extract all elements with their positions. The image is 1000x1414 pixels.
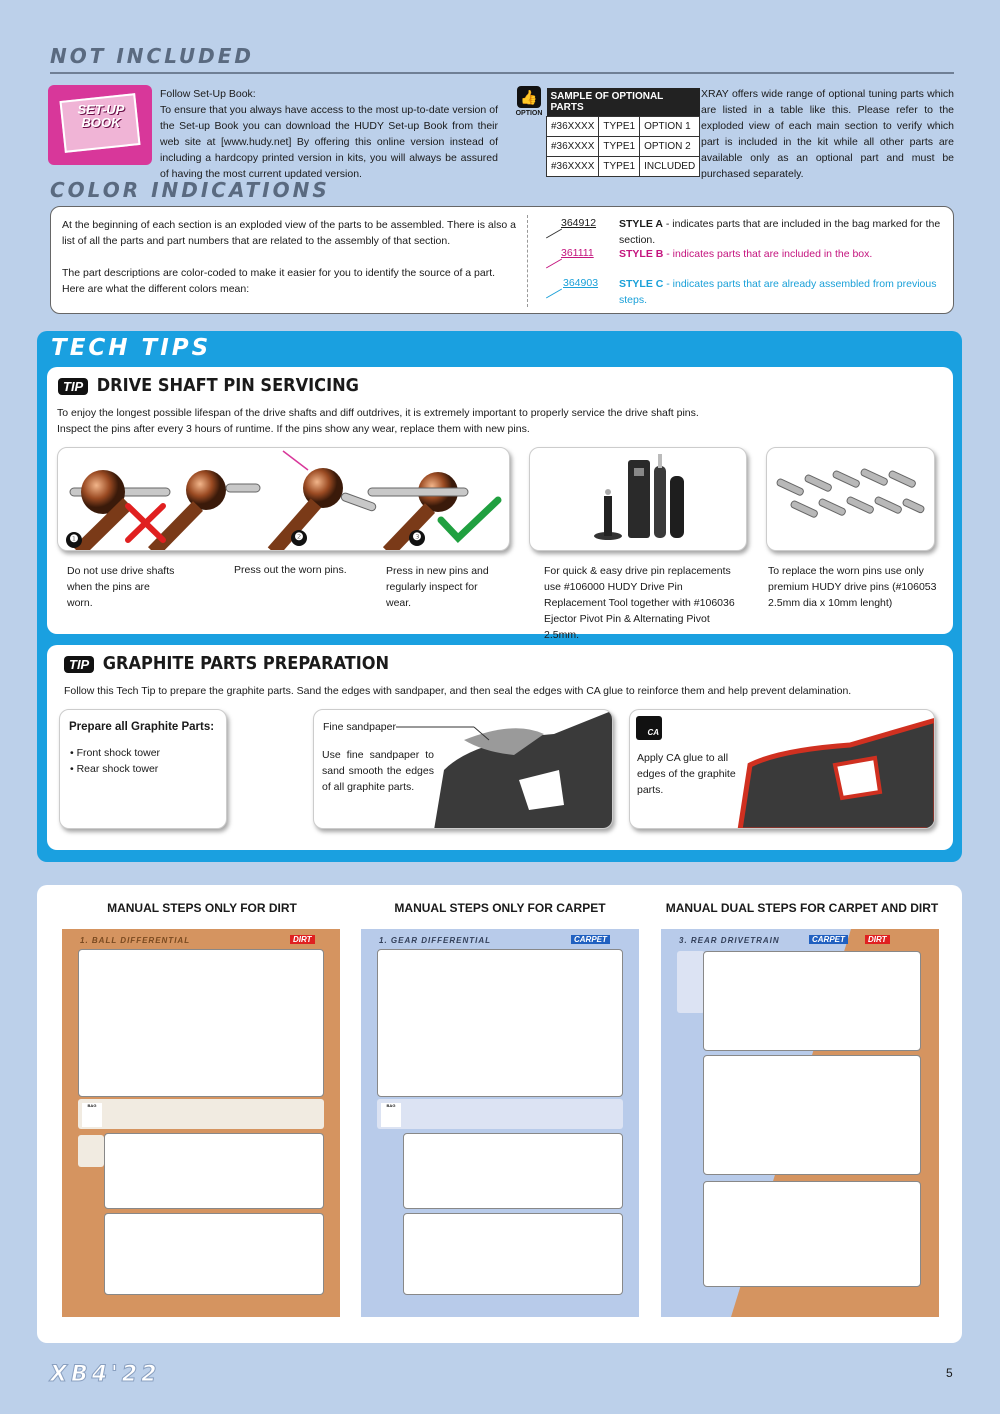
style-a-number: 364912 — [561, 217, 597, 229]
manual-steps-dual-heading: MANUAL DUAL STEPS FOR CARPET AND DIRT — [665, 901, 939, 915]
table-cell: TYPE1 — [599, 157, 640, 177]
caption-4: For quick & easy drive pin replacements use #106000 HUDY Drive Pin Replacement Tool together with #106036 Ejector Pivot Pin & Alternating Pivot 2.5mm. — [544, 565, 735, 641]
step-box — [78, 949, 324, 1097]
carpet-badge: CARPET — [809, 935, 848, 944]
sandpaper-text: Use fine sandpaper to sand smooth the edges of all graphite parts. — [322, 749, 434, 793]
dual-section-title: 3. REAR DRIVETRAIN — [679, 936, 780, 945]
color-indications-title: COLOR INDICATIONS — [50, 178, 330, 202]
step-box — [104, 1133, 324, 1209]
list-item: • Rear shock tower — [70, 763, 159, 775]
carpet-section-title: 1. GEAR DIFFERENTIAL — [379, 936, 492, 945]
prepare-title: Prepare all Graphite Parts: — [69, 721, 215, 733]
drive-shaft-photo — [57, 447, 510, 551]
book-text: To ensure that you always have access to the most up-to-date version of the Set-up Book you can download the HUDY Set-up Book from their web site at [www.hudy.net] By offering this online version instead of including a hardcopy printed version in kits, you will always be assured of having the most current updated version. — [160, 104, 498, 180]
step-box — [377, 949, 623, 1097]
tech-tips-title: TECH TIPS — [51, 335, 212, 361]
book-text-block — [160, 86, 498, 182]
tip-badge: TIP — [64, 656, 94, 673]
divider — [527, 215, 528, 307]
table-cell: #36XXXX — [547, 137, 599, 157]
book-heading: Follow Set-Up Book: — [160, 88, 256, 100]
graphite-header — [64, 653, 389, 674]
bag-strip — [78, 1099, 324, 1129]
not-included-title: NOT INCLUDED — [50, 44, 254, 68]
style-c-desc: - indicates parts that are already assembled from previous steps. — [619, 278, 937, 306]
tech-tips-panel — [37, 331, 962, 862]
step-box — [703, 1055, 921, 1175]
drive-intro-1: To enjoy the longest possible lifespan of the drive shafts and diff outdrives, it is extremely important to properly service the drive shaft pins. — [57, 407, 699, 419]
drive-shaft-title: DRIVE SHAFT PIN SERVICING — [96, 375, 359, 396]
divider — [50, 72, 954, 74]
style-a-text — [619, 216, 953, 248]
drive-shaft-illustration — [58, 448, 510, 551]
optional-table-header: SAMPLE OF OPTIONAL PARTS — [547, 88, 700, 117]
color-indications-box — [50, 206, 954, 314]
style-c-name: STYLE C — [619, 278, 664, 290]
pin-tool-illustration — [530, 448, 748, 552]
sandpaper-box — [313, 709, 613, 829]
step-box — [104, 1213, 324, 1295]
manual-steps-carpet-heading: MANUAL STEPS ONLY FOR CARPET — [394, 901, 606, 915]
drive-pins-illustration — [767, 448, 936, 552]
prepare-graphite-box — [59, 709, 227, 829]
drive-intro-2: Inspect the pins after every 3 hours of runtime. If the pins show any wear, replace them with new pins. — [57, 423, 530, 435]
manual-steps-panel — [37, 885, 962, 1343]
drive-shaft-header — [58, 375, 359, 396]
drive-shaft-intro — [57, 405, 937, 437]
dirt-section-title: 1. BALL DIFFERENTIAL — [80, 936, 191, 945]
pin-tool-photo — [529, 447, 747, 551]
list-item: • Front shock tower — [70, 747, 161, 759]
bag-icon: BAG — [82, 1103, 102, 1127]
table-cell: OPTION 1 — [640, 117, 700, 137]
style-a-name: STYLE A — [619, 218, 663, 230]
caption-1: Do not use drive shafts when the pins are worn. — [67, 565, 175, 609]
table-row — [547, 157, 700, 177]
caption-3: Press in new pins and regularly inspect for wear. — [386, 565, 489, 609]
carpet-badge: CARPET — [571, 935, 610, 944]
color-para-2: The part descriptions are color-coded to make it easier for you to identify the source of a part. Here are what the different colors mean: — [62, 267, 496, 295]
dirt-badge: DIRT — [290, 935, 315, 944]
option-badge — [515, 86, 543, 117]
table-cell: #36XXXX — [547, 117, 599, 137]
table-row — [547, 137, 700, 157]
style-a-desc: - indicates parts that are included in the bag marked for the section. — [619, 218, 941, 246]
step-box — [403, 1133, 623, 1209]
bag-strip — [377, 1099, 623, 1129]
thumbs-up-icon: 👍 — [517, 86, 541, 108]
carpet-page-sample — [361, 929, 639, 1317]
color-para-1: At the beginning of each section is an exploded view of the parts to be assembled. There is also a list of all the parts and part numbers that are related to the assembly of that section. — [62, 219, 516, 247]
table-cell: TYPE1 — [599, 137, 640, 157]
table-cell: INCLUDED — [640, 157, 700, 177]
ca-glue-icon: CA — [636, 716, 662, 740]
setup-book-icon — [48, 85, 152, 165]
table-cell: OPTION 2 — [640, 137, 700, 157]
graphite-intro: Follow this Tech Tip to prepare the graphite parts. Sand the edges with sandpaper, and then seal the edges with CA glue to reinforce them and help prevent delamination. — [64, 685, 852, 697]
manual-steps-dirt-heading: MANUAL STEPS ONLY FOR DIRT — [107, 901, 297, 915]
step-1-marker: ❶ — [66, 532, 82, 548]
sandpaper-label: Fine sandpaper — [323, 721, 396, 733]
dual-page-sample — [661, 929, 939, 1317]
drive-pins-photo — [766, 447, 935, 551]
table-cell: #36XXXX — [547, 157, 599, 177]
option-label: OPTION — [515, 110, 543, 117]
optional-parts-text: XRAY offers wide range of optional tuning parts which are listed in a table like this. Please refer to the exploded view of each main section to verify which part is included in the kit while all other parts are available only as an optional part and must be purchased separately. — [701, 88, 954, 180]
graphite-title: GRAPHITE PARTS PREPARATION — [102, 653, 390, 674]
ca-glue-box — [629, 709, 935, 829]
page-number: 5 — [946, 1366, 953, 1380]
ca-glue-text: Apply CA glue to all edges of the graphite parts. — [637, 752, 736, 796]
style-b-text — [619, 246, 872, 262]
bag-icon: BAG — [381, 1103, 401, 1127]
xb4-logo: XB4'22 — [50, 1362, 161, 1387]
style-b-name: STYLE B — [619, 248, 664, 260]
style-c-number: 364903 — [563, 277, 599, 289]
tip-badge: TIP — [58, 378, 88, 395]
prepare-list — [70, 745, 160, 777]
step-2-marker: ❷ — [291, 530, 307, 546]
setup-book-label: SET-UP BOOK — [77, 102, 125, 130]
style-b-desc: - indicates parts that are included in the box. — [663, 248, 873, 260]
step-box — [703, 1181, 921, 1287]
step-box — [703, 951, 921, 1051]
table-cell: TYPE1 — [599, 117, 640, 137]
drive-shaft-card — [47, 367, 953, 641]
caption-2: Press out the worn pins. — [234, 564, 347, 576]
step-3-marker: ❸ — [409, 530, 425, 546]
dirt-page-sample — [62, 929, 340, 1317]
style-b-number: 361111 — [561, 247, 594, 259]
style-c-text — [619, 276, 953, 308]
graphite-card — [47, 645, 953, 850]
dirt-badge: DIRT — [865, 935, 890, 944]
table-row — [547, 117, 700, 137]
caption-5: To replace the worn pins use only premium HUDY drive pins (#106053 2.5mm dia x 10mm lenght) — [768, 565, 937, 609]
optional-parts-table — [546, 88, 700, 177]
step-box — [403, 1213, 623, 1295]
